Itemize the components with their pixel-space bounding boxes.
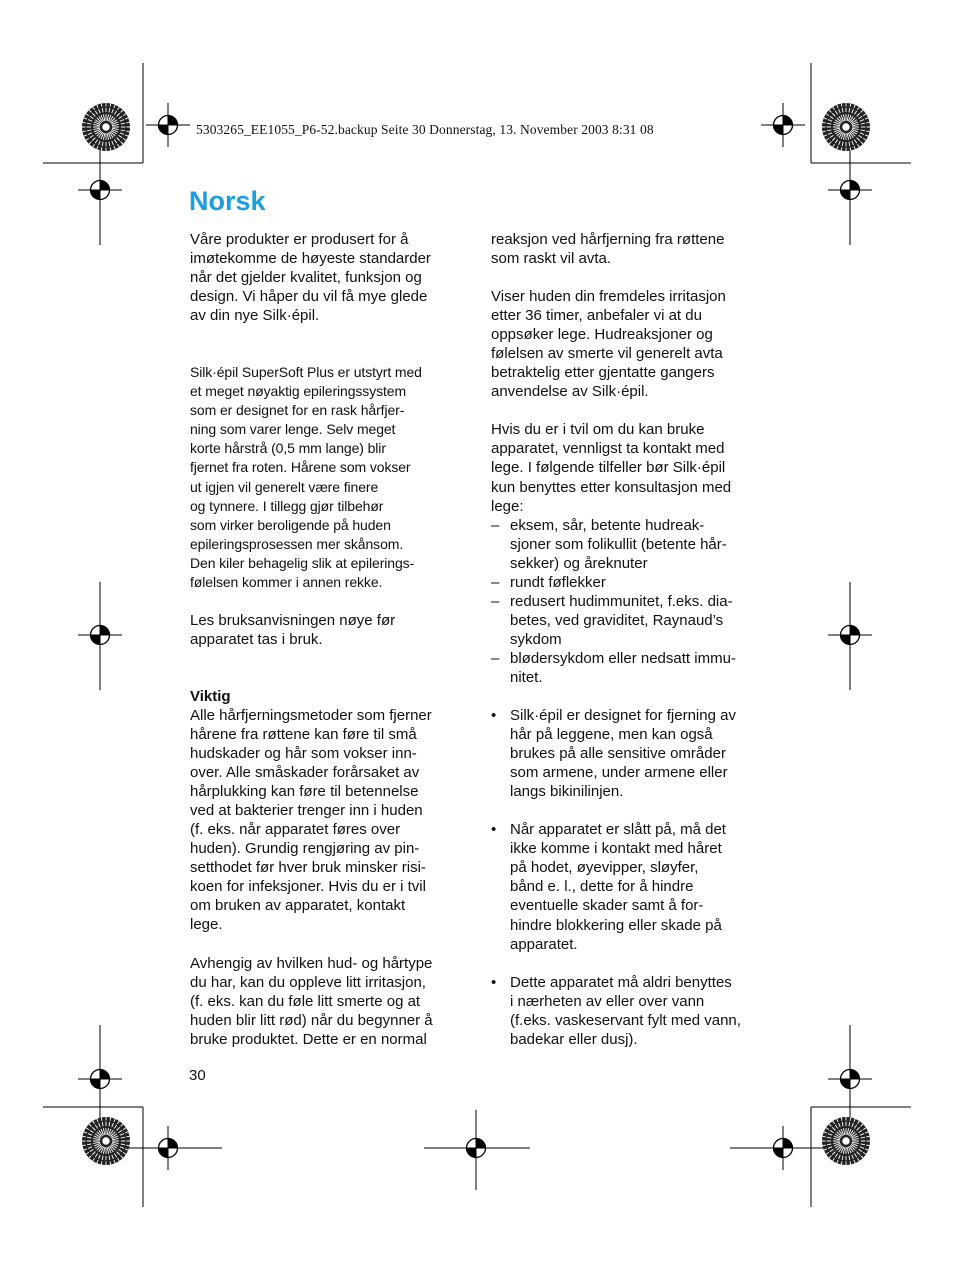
- important-heading: Viktig: [190, 687, 231, 705]
- dash-marker: –: [491, 573, 500, 591]
- skin-type-paragraph: Avhengig av hvilken hud- og hårtype du har, kan du oppleve litt irritasjon, (f. eks. kan du føle litt smerte og at huden blir litt rød) når du begynner å bruke produktet. Dette er en normal: [190, 954, 433, 1048]
- dash-marker: –: [491, 592, 500, 610]
- doubt-paragraph: Hvis du er i tvil om du kan bruke apparatet, vennligst ta kontakt med lege. I følgende tilfeller bør Silk·épil kun benyttes etter konsultasjon med lege:: [491, 421, 732, 515]
- important-paragraph: Alle hårfjerningsmetoder som fjerner hårene fra røttene kan føre til små hudskader og hår som vokser inn- over. Alle småskader forårsaket av hårplukking kan føre til betennelse ved at bakterier trenger inn i huden (f. eks. når apparatet føres over huden). Grundig rengjøring av pin- setthodet før hver bruk minsker risi- koen for infeksjoner. Hvis du er i tvil om bruken av apparatet, kontakt lege.: [190, 706, 432, 934]
- page-title: Norsk: [189, 186, 266, 216]
- list-item: – rundt føflekker: [491, 573, 606, 591]
- list-item: • Når apparatet er slått på, må det ikke komme i kontakt med håret på hodet, øyevipper, sløyfer, bånd e. l., dette for å hindre eventuelle skader samt å for- hindre blokkering eller skade på apparatet.: [491, 821, 726, 953]
- bullet-marker: •: [491, 973, 497, 991]
- dash-marker: –: [491, 649, 500, 667]
- irritation-paragraph: Viser huden din fremdeles irritasjon etter 36 timer, anbefaler vi at du oppsøker lege. Hudreaksjoner og følelsen av smerte vil generelt avta betraktelig etter gjentatte gangers anvendelse av Silk·épil.: [491, 288, 726, 401]
- list-item: – redusert hudimmunitet, f.eks. dia- betes, ved graviditet, Raynaud’s sykdom: [491, 592, 733, 648]
- intro-paragraph: Våre produkter er produsert for å imøtekomme de høyeste standarder når det gjelder kvalitet, funksjon og design. Vi håper du vil få mye glede av din nye Silk·épil.: [190, 231, 431, 325]
- product-description: Silk·épil SuperSoft Plus er utstyrt med et meget nøyaktig epileringssystem som er designet for en rask hårfjer- ning som varer lenge. Selv meget korte hårstrå (0,5 mm lange) blir fjernet fra roten. Hårene som vokser ut igjen vil generelt være finere og tynnere. I tillegg gjør tilbehør som virker beroligende på huden epileringsprosessen mer skånsom. Den kiler behagelig slik at epilerings- følelsen kommer i annen rekke.: [190, 364, 422, 590]
- list-item: – eksem, sår, betente hudreak- sjoner som folikullit (betente hår- sekker) og åreknuter: [491, 516, 727, 572]
- bullet-marker: •: [491, 821, 497, 839]
- continuation-paragraph: reaksjon ved hårfjerning fra røttene som raskt vil avta.: [491, 231, 725, 268]
- bullet-marker: •: [491, 707, 497, 725]
- left-column: [190, 230, 470, 1049]
- safety-bullets: [491, 706, 781, 1049]
- print-slug-line: 5303265_EE1055_P6-52.backup Seite 30 Donnerstag, 13. November 2003 8:31 08: [196, 122, 654, 137]
- right-column: [491, 230, 781, 1049]
- dash-marker: –: [491, 516, 500, 534]
- list-item: • Dette apparatet må aldri benyttes i nærheten av eller over vann (f.eks. vaskeservant fylt med vann, badekar eller dusj).: [491, 973, 741, 1048]
- read-manual-note: Les bruksanvisningen nøye før apparatet tas i bruk.: [190, 611, 396, 648]
- list-item: • Silk·épil er designet for fjerning av hår på leggene, men kan også brukes på alle sensitive områder som armene, under armene eller langs bikinilinjen.: [491, 707, 736, 801]
- conditions-list: [491, 516, 781, 687]
- list-item: – blødersykdom eller nedsatt immu- nitet.: [491, 649, 736, 686]
- page-number: 30: [189, 1067, 206, 1084]
